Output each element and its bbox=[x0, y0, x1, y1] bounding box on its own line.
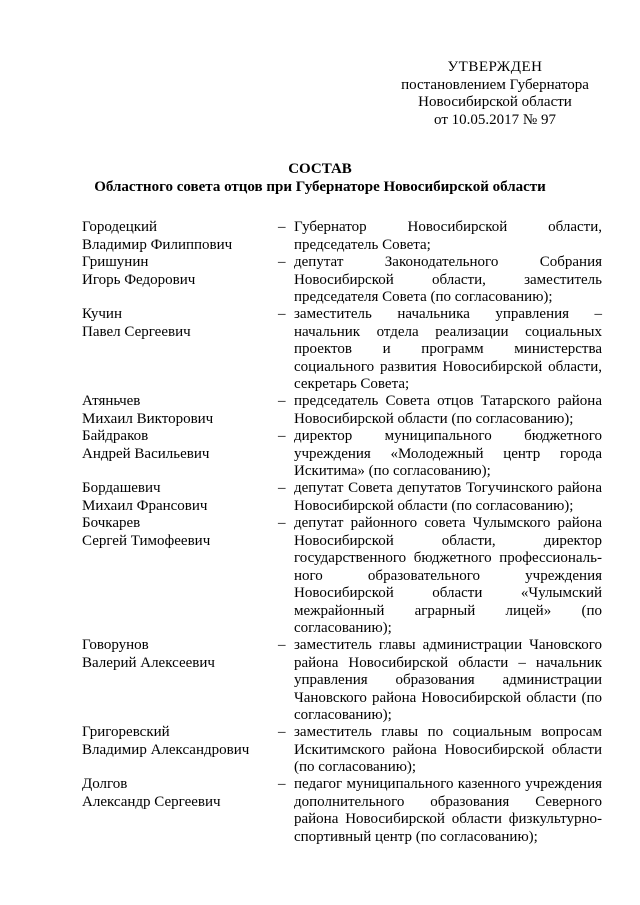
member-name bbox=[82, 776, 278, 863]
member-surname: Бордашевич bbox=[82, 480, 161, 496]
member-surname: Кучин bbox=[82, 306, 122, 322]
member-name bbox=[82, 724, 278, 776]
dash-separator: – bbox=[278, 637, 286, 653]
member-surname: Григоревский bbox=[82, 724, 170, 740]
member-name bbox=[82, 306, 278, 393]
member-name bbox=[82, 480, 278, 515]
member-row bbox=[82, 393, 602, 428]
dash-separator: – bbox=[278, 393, 286, 409]
dash-separator: – bbox=[278, 724, 286, 740]
member-role: председатель Совета отцов Татарского района Новосибирской области (по согласованию); bbox=[294, 393, 602, 427]
member-name bbox=[82, 428, 278, 480]
member-given-names: Александр Сергеевич bbox=[82, 793, 221, 810]
member-role: педагог муниципального казенного учреждения дополнительного образования Северного района Новосибирской области физкультурно-спортивный центр (по согласованию); bbox=[294, 776, 602, 845]
member-given-names: Андрей Васильевич bbox=[82, 445, 210, 462]
dash-separator: – bbox=[278, 480, 286, 496]
member-role: депутат районного совета Чулымского района Новосибирской области, директор государственного бюджетного профессиональ-ного образовательного учреждения Новосибирской области «Чулымский межрайонный аграрный лицей» (по согласованию); bbox=[294, 515, 602, 636]
approval-line-1: постановлением Губернатора bbox=[401, 76, 589, 93]
member-surname: Бочкарев bbox=[82, 515, 141, 531]
member-row bbox=[82, 428, 602, 480]
dash-separator: – bbox=[278, 306, 286, 322]
member-given-names: Владимир Александрович bbox=[82, 741, 250, 758]
member-name bbox=[82, 254, 278, 306]
member-given-names: Владимир Филиппович bbox=[82, 236, 233, 253]
dash-separator: – bbox=[278, 254, 286, 270]
member-row bbox=[82, 724, 602, 776]
member-name bbox=[82, 637, 278, 724]
members-list bbox=[82, 219, 602, 863]
dash-separator: – bbox=[278, 428, 286, 444]
member-row bbox=[82, 480, 602, 515]
dash-separator: – bbox=[278, 776, 286, 792]
member-surname: Долгов bbox=[82, 776, 128, 792]
member-given-names: Сергей Тимофеевич bbox=[82, 532, 211, 549]
member-name bbox=[82, 393, 278, 428]
member-given-names: Игорь Федорович bbox=[82, 271, 196, 288]
document-title bbox=[60, 161, 580, 196]
member-name bbox=[82, 219, 278, 254]
dash-separator: – bbox=[278, 515, 286, 531]
approval-stamp bbox=[392, 59, 598, 129]
member-row bbox=[82, 637, 602, 724]
member-surname: Байдраков bbox=[82, 428, 149, 444]
member-row bbox=[82, 515, 602, 637]
member-role: директор муниципального бюджетного учреждения «Молодежный центр города Искитима» (по согласованию); bbox=[294, 428, 602, 479]
approval-line-2: Новосибирской области bbox=[418, 94, 572, 110]
member-role: заместитель главы администрации Чановского района Новосибирской области – начальник управления образования администрации Чановского района Новосибирской области (по согласованию); bbox=[294, 637, 602, 723]
title-subheading: Областного совета отцов при Губернаторе Новосибирской области bbox=[94, 178, 546, 195]
member-surname: Атяньчев bbox=[82, 393, 141, 409]
member-role: заместитель главы по социальным вопросам Искитимского района Новосибирской области (по согласованию); bbox=[294, 724, 602, 775]
member-role: заместитель начальника управления – начальник отдела реализации социальных проектов и программ министерства социального развития Новосибирской области, секретарь Совета; bbox=[294, 306, 602, 392]
member-surname: Гришунин bbox=[82, 254, 149, 270]
approval-heading: УТВЕРЖДЕН bbox=[447, 59, 543, 75]
member-row bbox=[82, 219, 602, 254]
member-role: депутат Совета депутатов Тогучинского района Новосибирской области (по согласованию); bbox=[294, 480, 602, 514]
member-name bbox=[82, 515, 278, 637]
member-surname: Городецкий bbox=[82, 219, 158, 235]
member-role: Губернатор Новосибирской области, председатель Совета; bbox=[294, 219, 602, 253]
member-row bbox=[82, 254, 602, 306]
member-given-names: Павел Сергеевич bbox=[82, 323, 191, 340]
member-given-names: Михаил Викторович bbox=[82, 410, 214, 427]
title-heading: СОСТАВ bbox=[288, 161, 352, 177]
member-given-names: Валерий Алексеевич bbox=[82, 654, 215, 671]
member-role: депутат Законодательного Собрания Новосибирской области, заместитель председателя Совета (по согласованию); bbox=[294, 254, 602, 305]
dash-separator: – bbox=[278, 219, 286, 235]
member-surname: Говорунов bbox=[82, 637, 149, 653]
approval-line-3: от 10.05.2017 № 97 bbox=[434, 111, 556, 128]
member-row bbox=[82, 306, 602, 393]
member-row bbox=[82, 776, 602, 863]
member-given-names: Михаил Франсович bbox=[82, 497, 208, 514]
